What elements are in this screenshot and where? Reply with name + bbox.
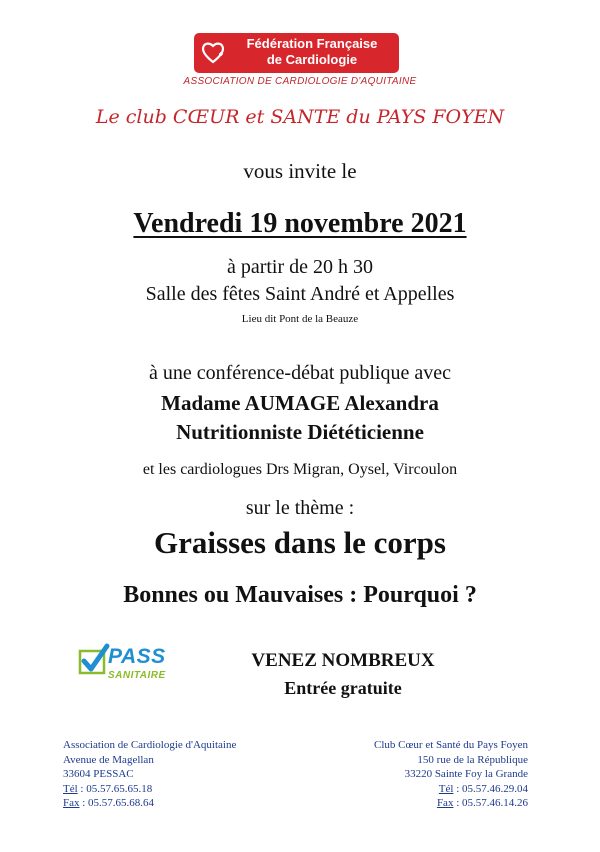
- footer-right-fax: [340, 796, 528, 811]
- footer-left-tel: [63, 782, 236, 797]
- footer-right-name: Club Cœur et Santé du Pays Foyen: [374, 739, 528, 751]
- footer-right-address: [340, 738, 528, 811]
- footer-right-fax-label: Fax: [436, 797, 454, 810]
- checkmark-icon: [78, 643, 110, 677]
- invite-text: vous invite le: [243, 159, 357, 183]
- logo-text: [228, 36, 396, 68]
- footer-right-street: 150 rue de la République: [417, 753, 528, 766]
- footer-right-tel-number: : 05.57.46.29.04: [453, 782, 528, 795]
- footer-left-city: 33604 PESSAC: [63, 768, 134, 781]
- event-time: à partir de 20 h 30: [226, 256, 374, 278]
- club-name: Le club CŒUR et SANTE du PAYS FOYEN: [95, 106, 505, 128]
- footer-left-tel-label: Tél: [63, 782, 78, 795]
- footer-right-tel-label: Tél: [438, 782, 454, 795]
- cardiologists-line: et les cardiologues Drs Migran, Oysel, Vircoulon: [142, 461, 458, 478]
- entree-gratuite: Entrée gratuite: [284, 678, 402, 698]
- event-place: Lieu dit Pont de la Beauze: [241, 313, 359, 325]
- footer-left-name: Association de Cardiologie d'Aquitaine: [63, 739, 237, 751]
- pass-word: PASS: [108, 645, 166, 668]
- conference-intro: à une conférence-débat publique avec: [148, 362, 452, 384]
- event-date: [0, 208, 600, 240]
- pass-sub: SANITAIRE: [108, 670, 166, 681]
- theme-intro: sur le thème :: [245, 497, 355, 519]
- footer-right-fax-number: : 05.57.46.14.26: [453, 797, 528, 810]
- footer-left-tel-number: : 05.57.65.65.18: [77, 782, 153, 795]
- logo-line-1: Fédération Française: [246, 36, 378, 51]
- event-date-text: Vendredi 19 novembre 2021: [133, 208, 467, 239]
- footer-left-address: [63, 738, 236, 811]
- ffc-logo: [194, 33, 399, 73]
- speaker-role: Nutritionniste Diététicienne: [176, 420, 424, 444]
- footer-left-fax-number: : 05.57.65.68.64: [79, 797, 155, 810]
- event-venue: Salle des fêtes Saint André et Appelles: [145, 283, 455, 305]
- footer-right-city: 33220 Sainte Foy la Grande: [404, 768, 528, 781]
- venez-nombreux: VENEZ NOMBREUX: [251, 650, 435, 671]
- pass-sanitaire-logo: [78, 643, 188, 691]
- speaker-name: Madame AUMAGE Alexandra: [161, 391, 439, 415]
- theme-question: Bonnes ou Mauvaises : Pourquoi ?: [123, 582, 477, 608]
- footer-left-fax-label: Fax: [63, 797, 80, 810]
- footer-right-tel: [340, 782, 528, 797]
- logo-line-2: de Cardiologie: [266, 52, 358, 67]
- association-line: ASSOCIATION DE CARDIOLOGIE D'AQUITAINE: [183, 76, 417, 87]
- footer-left-fax: [63, 796, 236, 811]
- heart-icon: [200, 39, 226, 65]
- theme-title: Graisses dans le corps: [154, 525, 446, 560]
- footer-left-street: Avenue de Magellan: [63, 753, 154, 766]
